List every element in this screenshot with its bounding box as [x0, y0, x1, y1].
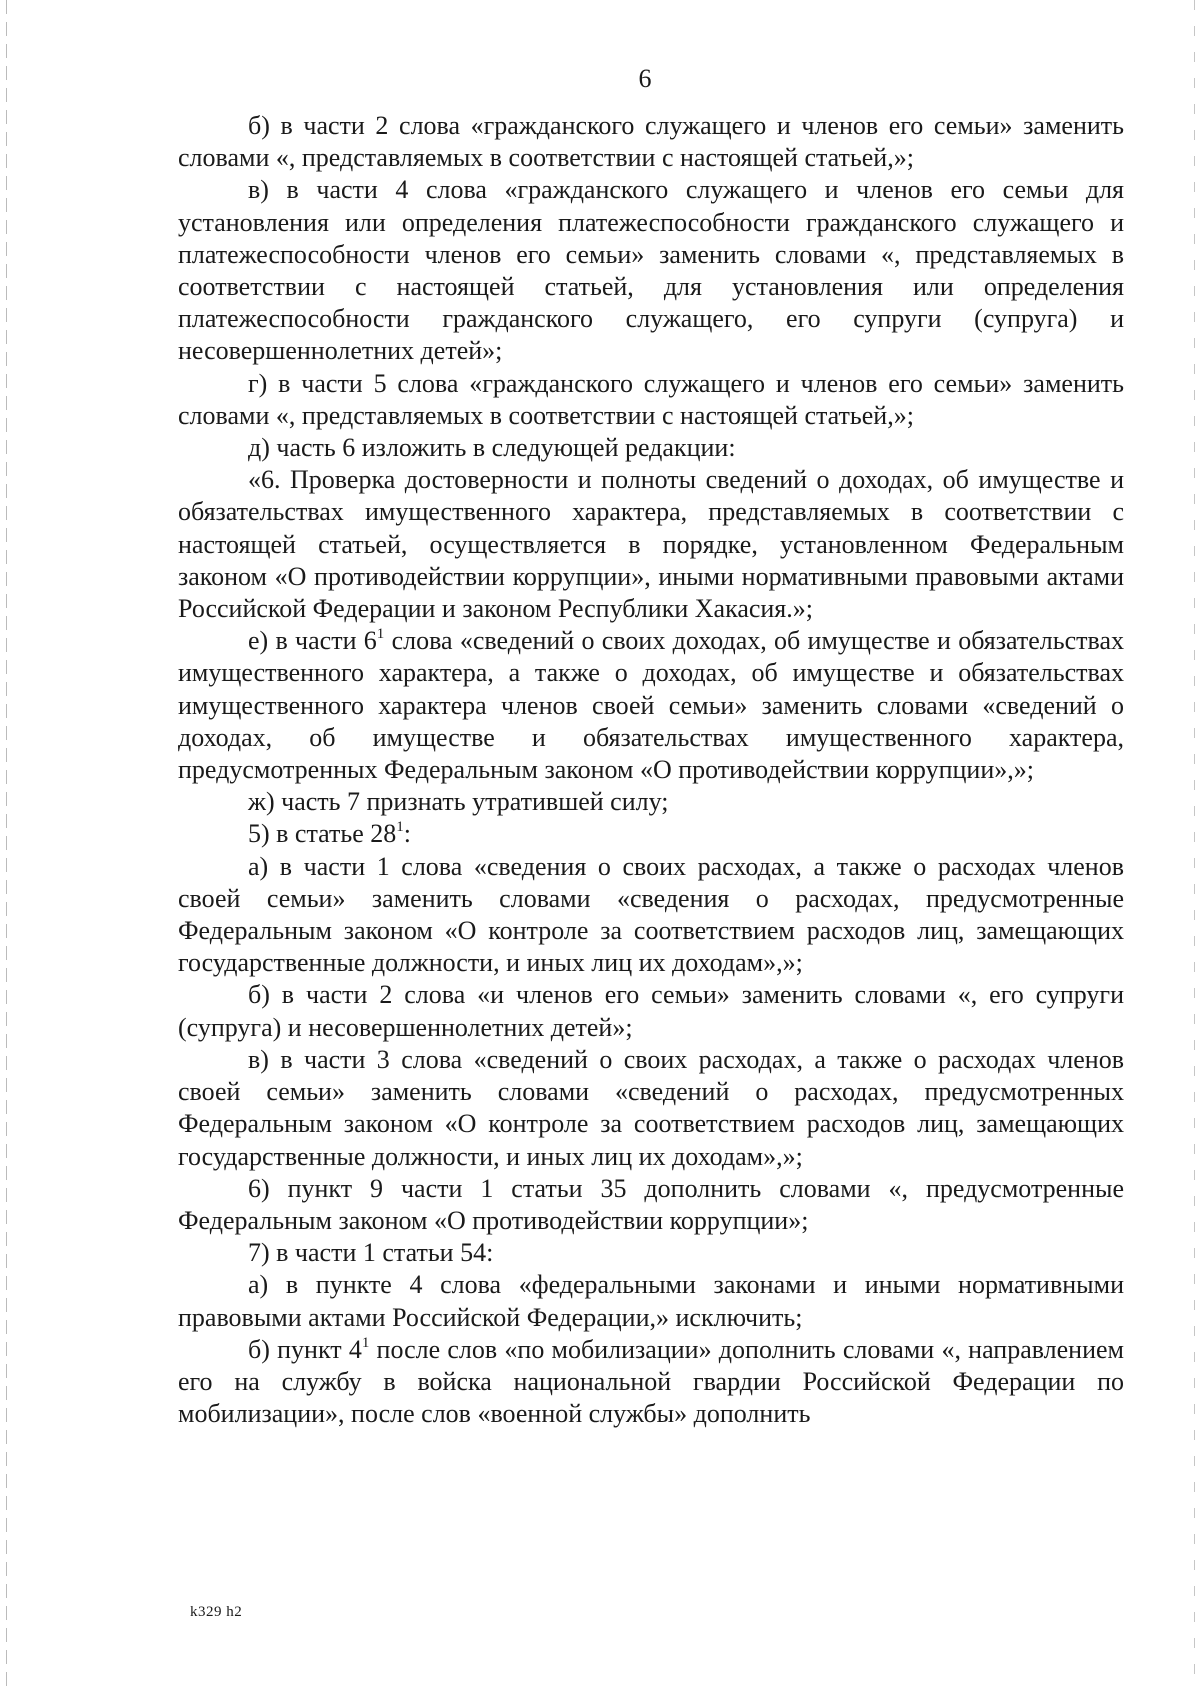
paragraph-text: :: [403, 819, 412, 849]
paragraph: б) в части 2 слова «гражданского служащего и членов его семьи» заменить словами «, представляемых в соответствии с настоящей статьей,»;: [178, 111, 1124, 173]
paragraph-text: слова «сведений о своих доходах, об имуществе и обязательствах имущественного характера, а также о доходах, об имуществе и обязательствах имущественного характера членов своей семьи» заменить словами «сведений о доходах, об имуществе и обязательствах имущественного характера, предусмотренных Федеральным законом «О противодействии коррупции»,»;: [178, 626, 1124, 785]
paragraph-text: 5) в статье 28: [248, 819, 397, 849]
scan-edge-right: [1194, 0, 1195, 1686]
paragraph: [178, 1334, 1124, 1431]
paragraph-text: б) пункт 4: [248, 1334, 362, 1364]
document-body: [178, 110, 1124, 1430]
paragraph: [178, 625, 1124, 786]
document-code: k329 h2: [190, 1604, 243, 1620]
paragraph-text: после слов «по мобилизации» дополнить словами «, направлением его на службу в войска национальной гвардии Российской Федерации по мобилизации», после слов «военной службы» дополнить: [178, 1334, 1124, 1429]
paragraph-text: е) в части 6: [248, 626, 377, 656]
paragraph: 7) в части 1 статьи 54:: [248, 1238, 494, 1268]
paragraph: б) в части 2 слова «и членов его семьи» заменить словами «, его супруги (супруга) и несовершеннолетних детей»;: [178, 980, 1124, 1042]
paragraph: д) часть 6 изложить в следующей редакции:: [248, 433, 736, 463]
paragraph: в) в части 4 слова «гражданского служащего и членов его семьи для установления или определения платежеспособности гражданского служащего и платежеспособности членов его семьи» заменить словами «, представляемых в соответствии с настоящей статьей, для установления или определения платежеспособности гражданского служащего, его супруги (супруга) и несовершеннолетних детей»;: [178, 175, 1124, 366]
superscript: 1: [396, 819, 404, 836]
paragraph: 6) пункт 9 части 1 статьи 35 дополнить словами «, предусмотренные Федеральным законом «О противодействии коррупции»;: [178, 1173, 1124, 1235]
paragraph: а) в пункте 4 слова «федеральными законами и иными нормативными правовыми актами Российской Федерации,» исключить;: [178, 1270, 1124, 1332]
superscript: 1: [361, 1334, 370, 1351]
paragraph: г) в части 5 слова «гражданского служащего и членов его семьи» заменить словами «, представляемых в соответствии с настоящей статьей,»;: [178, 368, 1124, 430]
scan-edge-left: [6, 0, 7, 1686]
paragraph: а) в части 1 слова «сведения о своих расходах, а также о расходах членов своей семьи» заменить словами «сведения о расходах, предусмотренные Федеральным законом «О контроле за соответствием расходов лиц, замещающих государственные должности, и иных лиц их доходам»,»;: [178, 851, 1124, 978]
paragraph: в) в части 3 слова «сведений о своих расходах, а также о расходах членов своей семьи» заменить словами «сведений о расходах, предусмотренных Федеральным законом «О контроле за соответствием расходов лиц, замещающих государственные должности, и иных лиц их доходам»,»;: [178, 1044, 1124, 1171]
paragraph: [178, 818, 1124, 850]
paragraph: ж) часть 7 признать утратившей силу;: [248, 787, 669, 817]
paragraph: «6. Проверка достоверности и полноты сведений о доходах, об имуществе и обязательствах имущественного характера, представляемых в соответствии с настоящей статьей, осуществляется в порядке, установленном Федеральным законом «О противодействии коррупции», иными нормативными правовыми актами Российской Федерации и законом Республики Хакасия.»;: [178, 465, 1124, 624]
superscript: 1: [376, 626, 385, 643]
page-number: 6: [638, 64, 652, 93]
